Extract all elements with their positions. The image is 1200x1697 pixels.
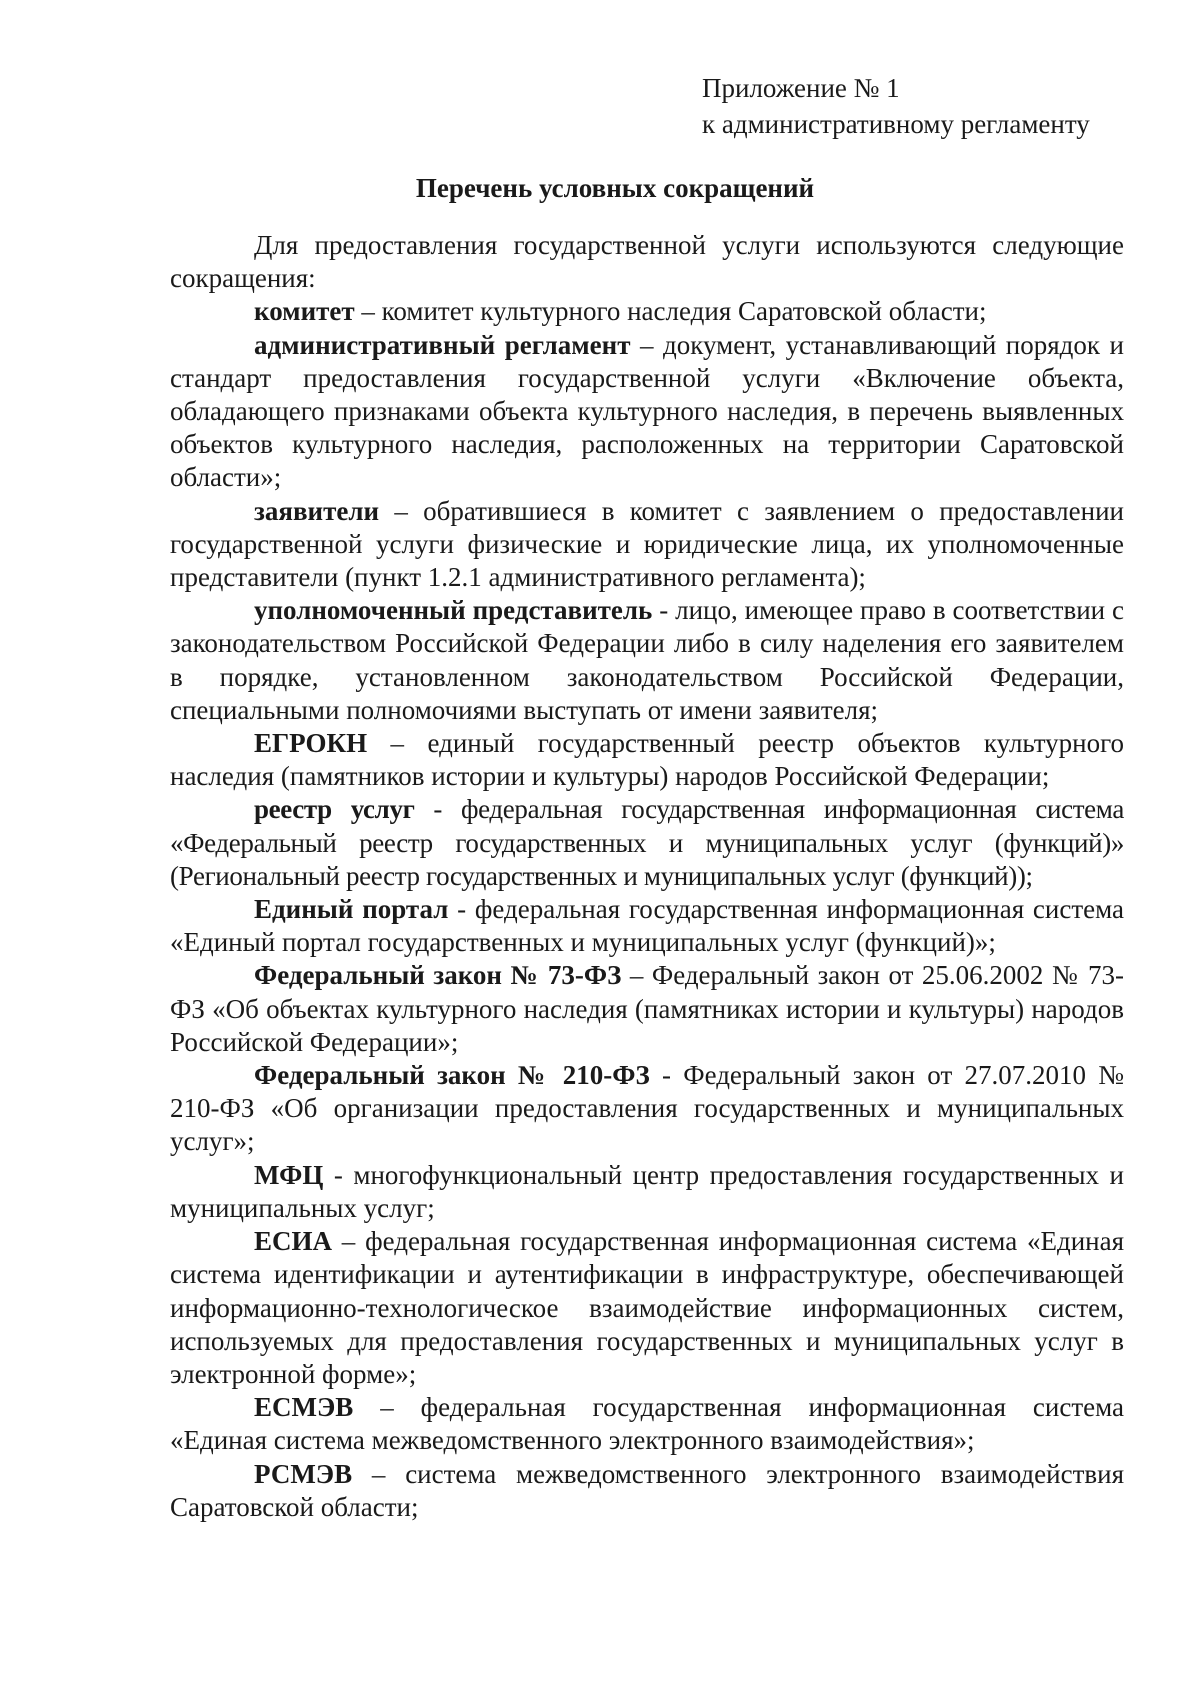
definition-text: - Федеральный закон от 27.07.2010 № 210-ФЗ «Об организации предоставления государственных и муниципальных услуг»; (170, 1060, 1124, 1157)
definition-text: – система межведомственного электронного взаимодействия Саратовской области; (170, 1458, 1124, 1522)
appendix-line-1: Приложение № 1 (702, 73, 900, 103)
appendix-header (702, 70, 1090, 142)
definition-authorized-representative (170, 594, 1124, 727)
definition-applicants (170, 495, 1124, 595)
definition-federal-law-73 (170, 959, 1124, 1059)
definition-text: – комитет культурного наследия Саратовской области; (354, 296, 987, 327)
document-title: Перечень условных сокращений (415, 173, 815, 203)
definition-rsmev (170, 1458, 1124, 1524)
definition-text: - федеральная государственная информационная система «Единый портал государственных и муниципальных услуг (функций)»; (170, 894, 1124, 958)
definition-text: – федеральная государственная информационная система «Единая система идентификации и аутентификации в инфраструктуре, обеспечивающей информационно-технологическое взаимодействие информационных систем, используемых для предоставления государственных и муниципальных услуг в электронной форме»; (170, 1226, 1124, 1389)
definition-term: МФЦ (254, 1159, 324, 1190)
definition-text: – Федеральный закон от 25.06.2002 № 73-ФЗ «Об объектах культурного наследия (памятниках истории и культуры) народов Российской Федерации»; (170, 960, 1124, 1057)
definition-term: Федеральный закон № 210-ФЗ (254, 1060, 650, 1091)
intro-paragraph: Для предоставления государственной услуги используются следующие сокращения: (170, 230, 1124, 294)
definition-text: – федеральная государственная информационная система «Единая система межведомственного электронного взаимодействия»; (170, 1392, 1124, 1456)
definition-administrative-regulation (170, 329, 1124, 495)
definition-term: комитет (254, 296, 355, 327)
definition-esmev (170, 1391, 1124, 1457)
definition-term: административный регламент (254, 329, 631, 360)
definition-text: - лицо, имеющее право в соответствии с законодательством Российской Федерации либо в силу наделения его заявителем в порядке, установленном законодательством Российской Федерации, специальными полномочиями выступать от имени заявителя; (170, 595, 1124, 725)
definition-mfc (170, 1159, 1124, 1225)
document-body (170, 229, 1124, 1524)
definition-term: реестр услуг (254, 794, 415, 825)
definition-term: ЕСМЭВ (254, 1392, 354, 1423)
definition-komitet (170, 295, 1124, 328)
definition-term: ЕСИА (254, 1226, 333, 1257)
definition-services-registry (170, 793, 1124, 893)
definition-egrokn (170, 727, 1124, 793)
definition-term: РСМЭВ (254, 1458, 353, 1489)
definition-text: – документ, устанавливающий порядок и стандарт предоставления государственной услуги «Включение объекта, обладающего признаками объекта культурного наследия, в перечень выявленных объектов культурного наследия, расположенных на территории Саратовской области»; (170, 329, 1124, 493)
definition-term: заявители (254, 495, 380, 526)
definition-esia (170, 1225, 1124, 1391)
definition-term: ЕГРОКН (254, 728, 368, 759)
definition-text: – обратившиеся в комитет с заявлением о предоставлении государственной услуги физические и юридические лица, их уполномоченные представители (пункт 1.2.1 административного регламента); (170, 495, 1124, 593)
definition-text: – единый государственный реестр объектов культурного наследия (памятников истории и культуры) народов Российской Федерации; (170, 728, 1124, 792)
definition-term: Единый портал (254, 894, 449, 925)
definition-federal-law-210 (170, 1059, 1124, 1159)
definition-term: Федеральный закон № 73-ФЗ (254, 960, 622, 991)
definition-text: - многофункциональный центр предоставления государственных и муниципальных услуг; (170, 1159, 1124, 1223)
definition-text: - федеральная государственная информационная система «Федеральный реестр государственных и муниципальных услуг (функций)» (Региональный реестр государственных и муниципальных услуг (функций)); (170, 794, 1124, 891)
definition-unified-portal (170, 893, 1124, 959)
definition-term: уполномоченный представитель (254, 595, 653, 626)
appendix-line-2: к административному регламенту (702, 109, 1090, 139)
